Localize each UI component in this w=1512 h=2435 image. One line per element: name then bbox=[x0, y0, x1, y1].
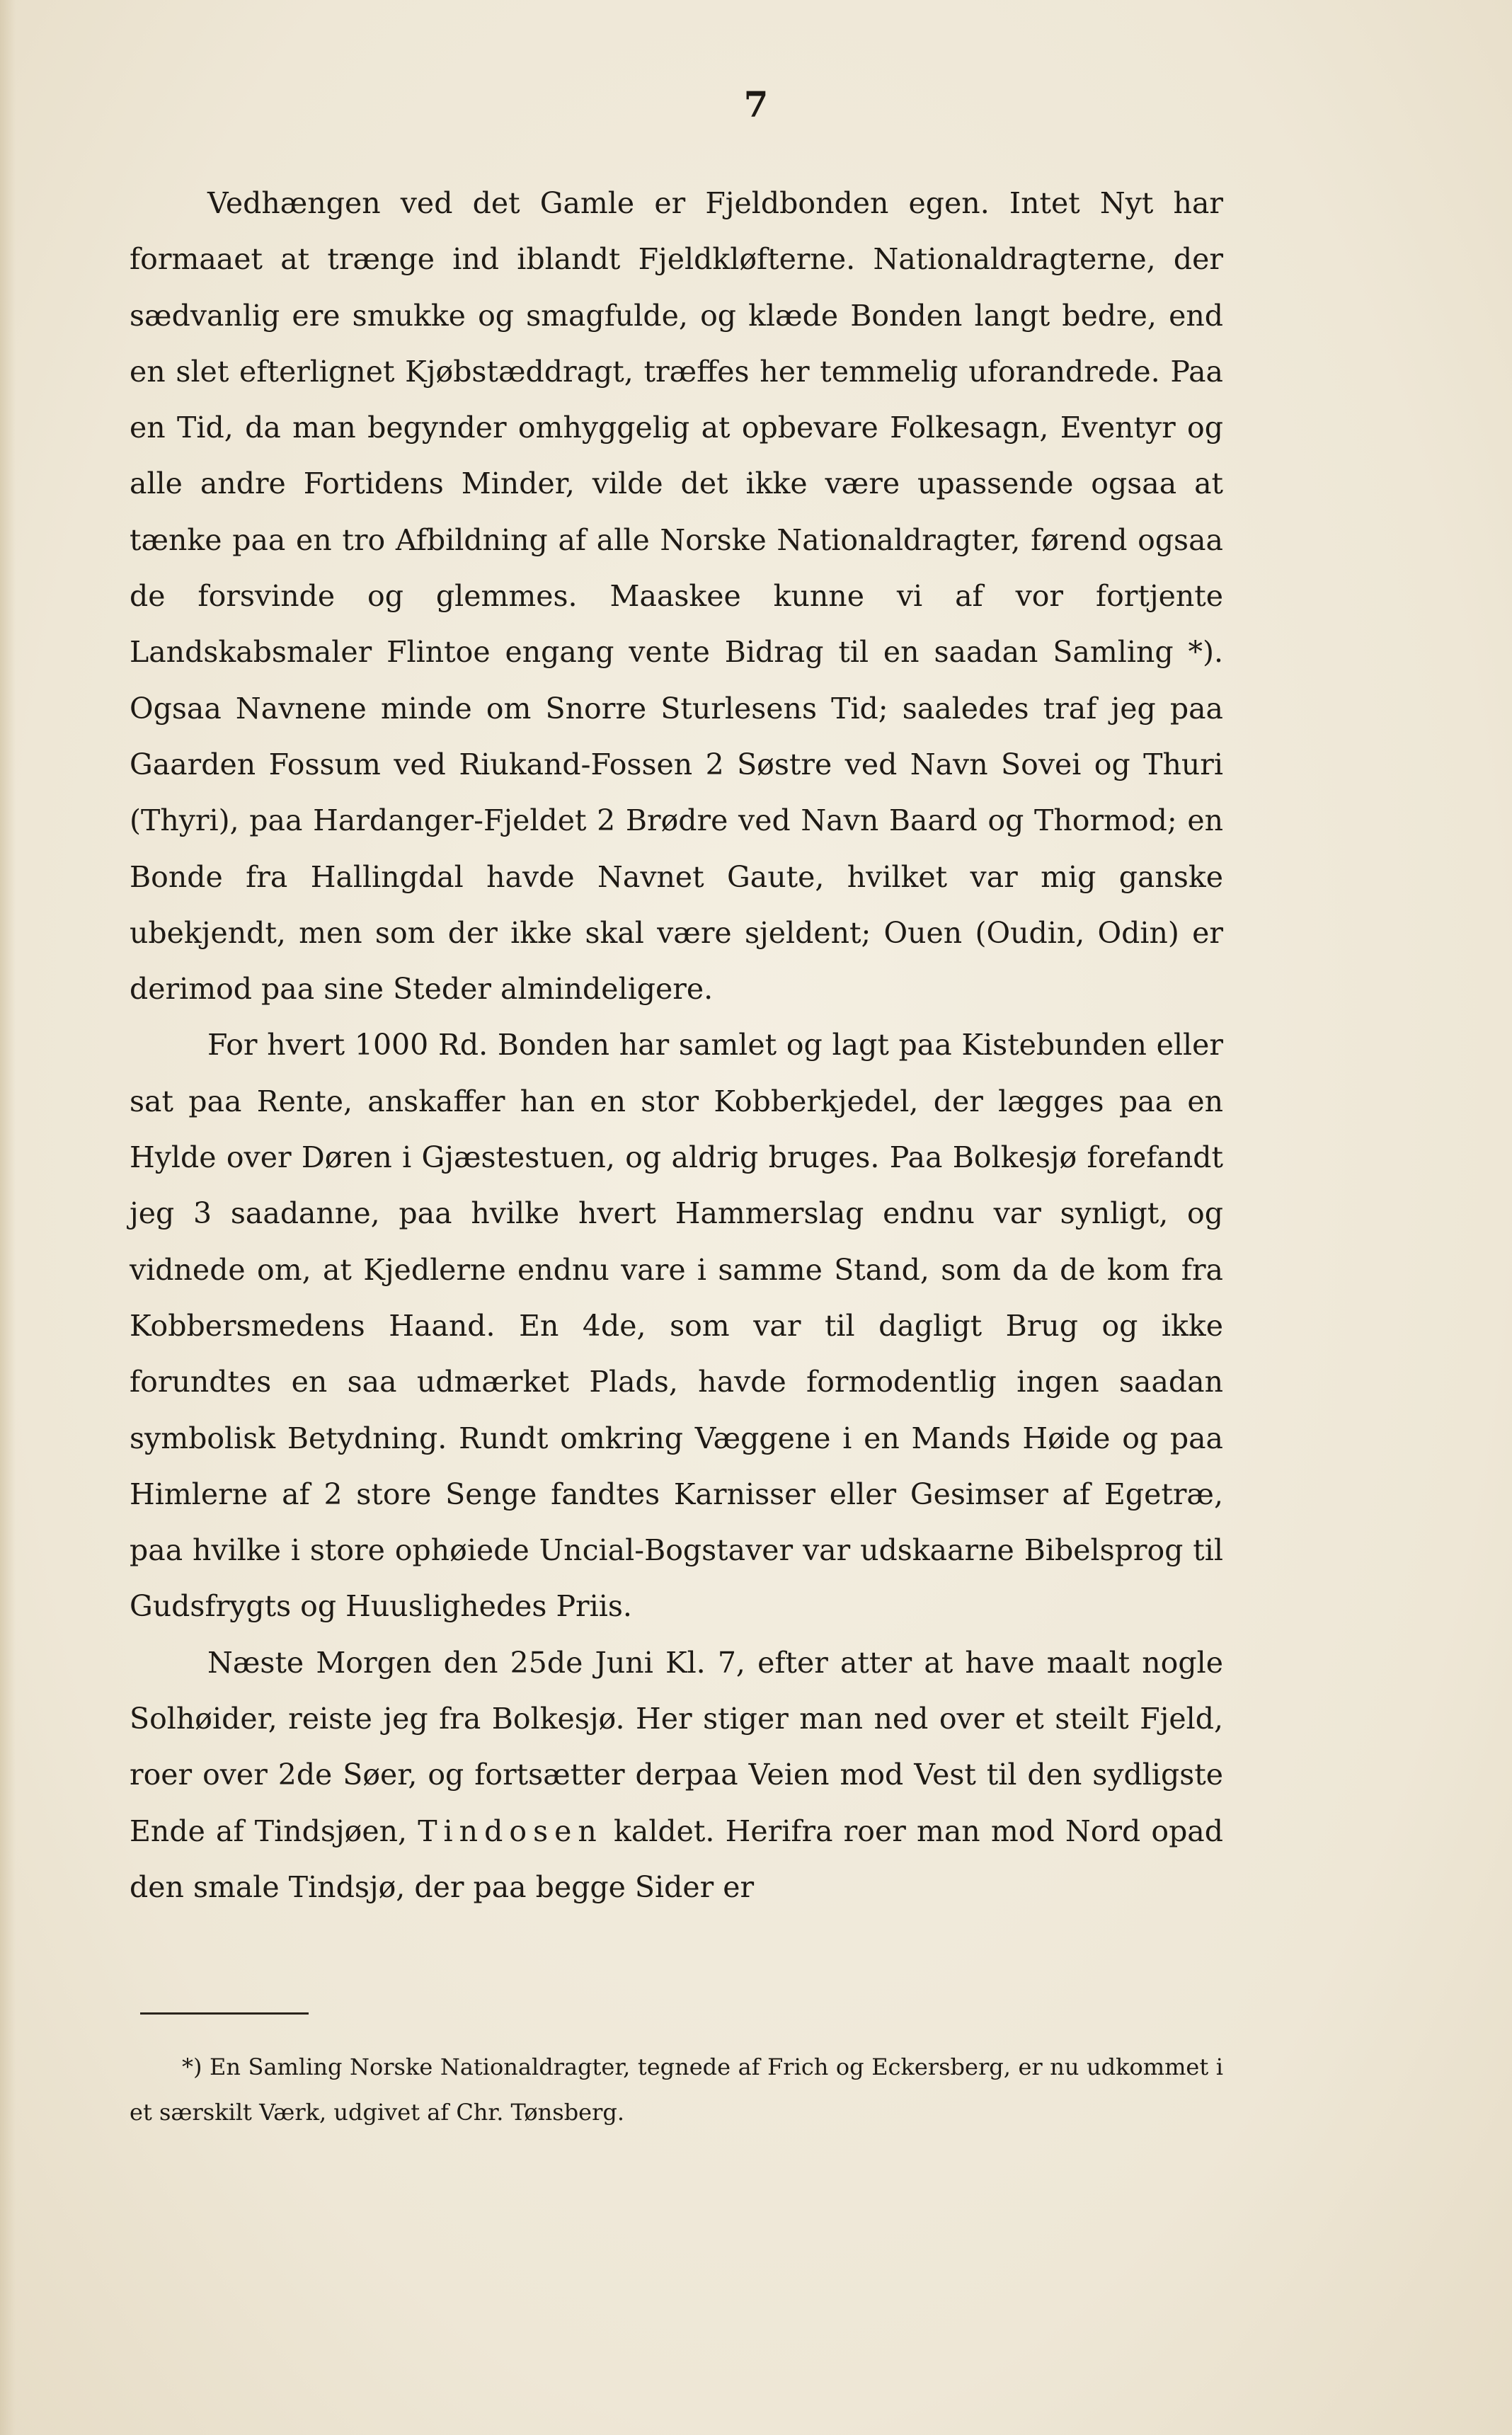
body-text bbox=[130, 176, 1223, 1915]
paragraph-2: For hvert 1000 Rd. Bonden har samlet og lagt paa Kistebunden eller sat paa Rente, anskaffer han en stor Kobberkjedel, der lægges paa en Hylde over Døren i Gjæstestuen, og aldrig bruges. Paa Bolkesjø forefandt jeg 3 saadanne, paa hvilke hvert Hammerslag endnu var synligt, og vidnede om, at Kjedlerne endnu vare i samme Stand, som da de kom fra Kobbersmedens Haand. En 4de, som var til dagligt Brug og ikke forundtes en saa udmærket Plads, havde formodentlig ingen saadan symbolisk Betydning. Rundt omkring Væggene i en Mands Høide og paa Himlerne af 2 store Senge fandtes Karnisser eller Gesimser af Egetræ, paa hvilke i store ophøiede Uncial-Bogstaver var udskaarne Bibelsprog til Gudsfrygts og Huuslighedes Priis. bbox=[130, 1028, 1223, 1624]
footnote-rule bbox=[140, 2012, 309, 2015]
paragraph-1: Vedhængen ved det Gamle er Fjeldbonden egen. Intet Nyt har formaaet at trænge ind iblandt Fjeldkløfterne. Nationaldragterne, der sædvanlig ere smukke og smagfulde, og klæde Bonden langt bedre, end en slet efterlignet Kjøbstæddragt, træffes her temmelig uforandrede. Paa en Tid, da man begynder omhyggelig at opbevare Folkesagn, Eventyr og alle andre Fortidens Minder, vilde det ikke være upassende ogsaa at tænke paa en tro Afbildning af alle Norske Nationaldragter, førend ogsaa de forsvinde og glemmes. Maaskee kunne vi af vor fortjente Landskabsmaler Flintoe engang vente Bidrag til en saadan Samling *). Ogsaa Navnene minde om Snorre Sturlesens Tid; saaledes traf jeg paa Gaarden Fossum ved Riukand-Fossen 2 Søstre ved Navn Sovei og Thuri (Thyri), paa Hardanger-Fjeldet 2 Brødre ved Navn Baard og Thormod; en Bonde fra Hallingdal havde Navnet Gaute, hvilket var mig ganske ubekjendt, men som der ikke skal være sjeldent; Ouen (Oudin, Odin) er derimod paa sine Steder almindeligere. bbox=[130, 186, 1223, 1007]
page-edge-shadow bbox=[0, 0, 16, 2435]
paragraph-3 bbox=[130, 1635, 1223, 1915]
footnote bbox=[130, 2044, 1223, 2135]
footnote-text: *) En Samling Norske Nationaldragter, tegnede af Frich og Eckersberg, er nu udkommet i et særskilt Værk, udgivet af Chr. Tønsberg. bbox=[130, 2053, 1223, 2126]
spaced-place-name: Tindosen bbox=[418, 1814, 603, 1848]
paragraph-3-text-before: Næste Morgen den 25de Juni Kl. 7, efter atter at have maalt nogle Solhøider, reiste jeg fra Bolkesjø. Her stiger man ned over et steilt Fjeld, roer over 2de Søer, og fortsætter derpaa Veien mod Vest til den sydligste Ende af Tindsjøen, bbox=[130, 1645, 1223, 1848]
paragraph-3-text-after: kaldet. Herifra roer man mod Nord opad den smale Tindsjø, der paa begge Sider er bbox=[130, 1814, 1224, 1904]
page-number: 7 bbox=[743, 84, 769, 125]
